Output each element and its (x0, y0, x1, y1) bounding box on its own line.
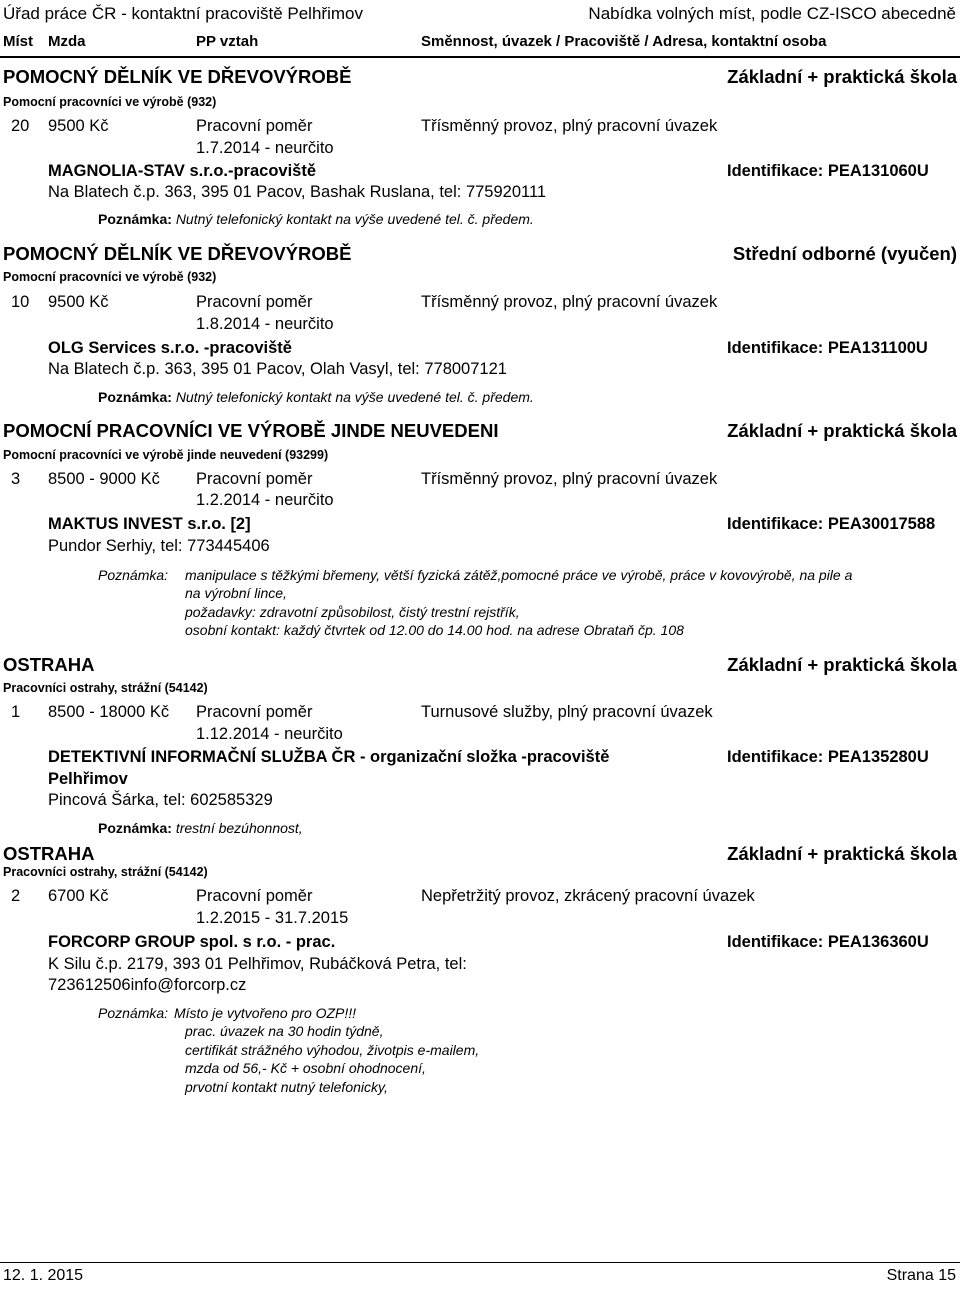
note-label: Poznámka: (98, 389, 172, 405)
employment-type: Pracovní poměr (196, 887, 313, 905)
employer-name-cont: Pelhřimov (48, 770, 128, 788)
education-level: Základní + praktická škola (727, 420, 957, 441)
address-cont: 723612506info@forcorp.cz (48, 976, 247, 994)
date-range: 1.2.2015 - 31.7.2015 (196, 909, 349, 927)
shift-type: Nepřetržitý provoz, zkrácený pracovní úvazek (421, 887, 755, 905)
wage: 8500 - 9000 Kč (48, 470, 160, 488)
identification-code: Identifikace: PEA135280U (727, 748, 929, 766)
employment-type: Pracovní poměr (196, 117, 313, 135)
job-title: POMOCNÝ DĚLNÍK VE DŘEVOVÝROBĚ (3, 66, 352, 87)
employer-name: MAGNOLIA-STAV s.r.o.-pracoviště (48, 162, 317, 180)
wage: 9500 Kč (48, 293, 109, 311)
date-range: 1.8.2014 - neurčito (196, 315, 334, 333)
employment-type: Pracovní poměr (196, 470, 313, 488)
job-category: Pracovníci ostrahy, strážní (54142) (3, 865, 208, 879)
address: Na Blatech č.p. 363, 395 01 Pacov, Bashak Ruslana, tel: 775920111 (48, 183, 547, 201)
note-text: trestní bezúhonnost, (175, 820, 303, 836)
shift-type: Třísměnný provoz, plný pracovní úvazek (421, 293, 718, 311)
employment-type: Pracovní poměr (196, 293, 313, 311)
employer-name: MAKTUS INVEST s.r.o. [2] (48, 515, 251, 533)
header-divider (0, 56, 960, 58)
note-line: prac. úvazek na 30 hodin týdně, (185, 1023, 384, 1039)
education-level: Střední odborné (vyučen) (732, 243, 957, 264)
job-title: OSTRAHA (3, 843, 95, 864)
note-text: Nutný telefonický kontakt na výše uvedené tel. č. předem. (175, 211, 534, 227)
wage: 6700 Kč (48, 887, 109, 905)
shift-type: Třísměnný provoz, plný pracovní úvazek (421, 117, 718, 135)
position-count: 20 (11, 117, 30, 135)
date-range: 1.12.2014 - neurčito (196, 725, 343, 743)
date-range: 1.7.2014 - neurčito (196, 139, 334, 157)
job-title: OSTRAHA (3, 654, 95, 675)
note-label: Poznámka: (98, 567, 169, 583)
office-title: Úřad práce ČR - kontaktní pracoviště Pelhřimov (3, 4, 363, 23)
job-category: Pomocní pracovníci ve výrobě (932) (3, 95, 217, 109)
note-line: požadavky: zdravotní způsobilost, čistý trestní rejstřík, (185, 604, 520, 620)
column-header-mist: Míst (3, 33, 33, 50)
footer-divider (0, 1262, 960, 1263)
job-title: POMOCNÝ DĚLNÍK VE DŘEVOVÝROBĚ (3, 243, 352, 264)
note-line: mzda od 56,- Kč + osobní ohodnocení, (185, 1060, 426, 1076)
employer-name: FORCORP GROUP spol. s r.o. - prac. (48, 933, 336, 951)
position-count: 2 (11, 887, 21, 905)
identification-code: Identifikace: PEA131060U (727, 162, 929, 180)
address: Pincová Šárka, tel: 602585329 (48, 791, 273, 809)
identification-code: Identifikace: PEA131100U (727, 339, 928, 357)
address: Na Blatech č.p. 363, 395 01 Pacov, Olah Vasyl, tel: 778007121 (48, 360, 507, 378)
employer-name: DETEKTIVNÍ INFORMAČNÍ SLUŽBA ČR - organizační složka -pracoviště (48, 748, 610, 766)
note-line: osobní kontakt: každý čtvrtek od 12.00 do 14.00 hod. na adrese Obrataň čp. 108 (185, 622, 684, 638)
shift-type: Třísměnný provoz, plný pracovní úvazek (421, 470, 718, 488)
note-line: Místo je vytvořeno pro OZP!!! (174, 1005, 357, 1021)
address: K Silu č.p. 2179, 393 01 Pelhřimov, Rubáčková Petra, tel: (48, 955, 467, 973)
wage: 8500 - 18000 Kč (48, 703, 170, 721)
wage: 9500 Kč (48, 117, 109, 135)
note-line: na výrobní lince, (185, 585, 287, 601)
identification-code: Identifikace: PEA30017588 (727, 515, 936, 533)
note (98, 820, 303, 836)
position-count: 1 (11, 703, 21, 721)
column-header-rest: Směnnost, úvazek / Pracoviště / Adresa, kontaktní osoba (421, 33, 827, 50)
page-number: Strana 15 (886, 1267, 956, 1284)
footer-date: 12. 1. 2015 (3, 1267, 84, 1284)
job-category: Pracovníci ostrahy, strážní (54142) (3, 681, 208, 695)
note (98, 389, 534, 405)
identification-code: Identifikace: PEA136360U (727, 933, 929, 951)
job-title: POMOCNÍ PRACOVNÍCI VE VÝROBĚ JINDE NEUVEDENI (3, 420, 499, 441)
note-label: Poznámka: (98, 211, 172, 227)
note-line: prvotní kontakt nutný telefonicky, (185, 1079, 388, 1095)
position-count: 3 (11, 470, 21, 488)
column-header-mzda: Mzda (48, 33, 86, 50)
note-line: certifikát strážného výhodou, životpis e-mailem, (185, 1042, 480, 1058)
note-line: manipulace s těžkými břemeny, větší fyzická zátěž,pomocné práce ve výrobě, práce v kovovýrobě, na pile a (185, 567, 853, 583)
page-header (0, 0, 960, 59)
date-range: 1.2.2014 - neurčito (196, 491, 334, 509)
address: Pundor Serhiy, tel: 773445406 (48, 537, 270, 555)
education-level: Základní + praktická škola (727, 654, 957, 675)
job-category: Pomocní pracovníci ve výrobě jinde neuvedení (93299) (3, 448, 329, 462)
column-header-pp: PP vztah (196, 33, 259, 50)
employment-type: Pracovní poměr (196, 703, 313, 721)
note (98, 211, 534, 227)
note-text: Nutný telefonický kontakt na výše uvedené tel. č. předem. (175, 389, 534, 405)
education-level: Základní + praktická škola (727, 843, 957, 864)
report-title: Nabídka volných míst, podle CZ-ISCO abecedně (588, 4, 956, 23)
job-category: Pomocní pracovníci ve výrobě (932) (3, 270, 217, 284)
employer-name: OLG Services s.r.o. -pracoviště (48, 339, 292, 357)
note-label: Poznámka: (98, 820, 172, 836)
note-label: Poznámka: (98, 1005, 169, 1021)
position-count: 10 (11, 293, 30, 311)
education-level: Základní + praktická škola (727, 66, 957, 87)
shift-type: Turnusové služby, plný pracovní úvazek (421, 703, 713, 721)
